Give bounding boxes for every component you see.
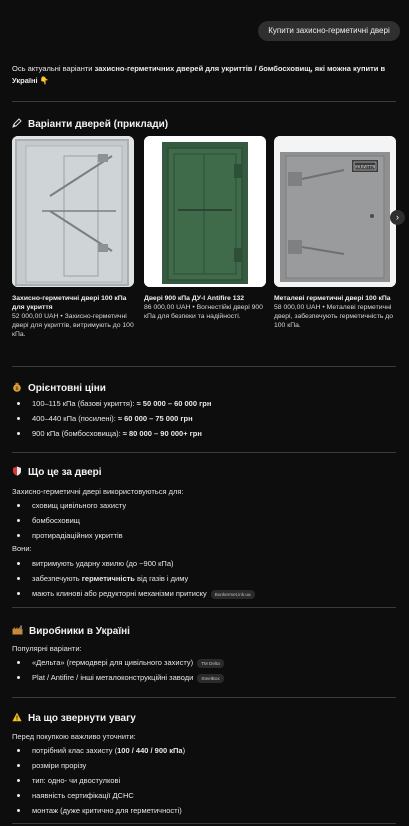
- section-title-text: Орієнтовні ціни: [28, 382, 106, 394]
- feature-text: витримують ударну хвилю (до ~900 кПа): [32, 559, 174, 568]
- list-item: [12, 556, 402, 571]
- prices-list: [12, 396, 402, 441]
- pointing-down-icon: 👇: [39, 76, 50, 85]
- feature-text: забезпечують: [32, 574, 82, 583]
- svg-text:$: $: [15, 386, 19, 392]
- uses-list: [12, 498, 402, 543]
- user-message-bubble: Купити захисно-герметичні двері: [258, 21, 400, 41]
- section-title-prices: [12, 382, 106, 394]
- door-card-title[interactable]: Захисно-герметичні двері 100 кПа для укриття: [12, 295, 127, 311]
- divider: [12, 607, 396, 608]
- attention-list: [12, 743, 402, 818]
- intro-text-bold: захисно-герметичних дверей для укриттів / бомбосховищ, які можна купити в Україні: [12, 64, 386, 85]
- list-item: розміри прорізу: [12, 758, 402, 773]
- paragraph: Вони:: [12, 544, 32, 553]
- door-card[interactable]: [12, 136, 134, 339]
- chevron-right-icon[interactable]: ›: [390, 210, 405, 225]
- divider: [12, 366, 396, 367]
- price-value: ≈ 50 000 – 60 000 грн: [136, 399, 212, 408]
- pencil-icon: [12, 118, 22, 130]
- door-label: УКРИТТЯ: [354, 165, 376, 171]
- door-image[interactable]: [274, 136, 396, 287]
- list-item: протирадіаційних укриттів: [12, 528, 402, 543]
- list-item: [12, 743, 402, 758]
- door-card[interactable]: [144, 136, 266, 321]
- section-title-text: Варіанти дверей (приклади): [28, 118, 169, 130]
- paragraph: Популярні варіанти:: [12, 644, 82, 653]
- intro-text: [12, 63, 400, 87]
- warning-icon: [12, 712, 22, 724]
- attention-bold: 100 / 440 / 900 кПа: [117, 746, 183, 755]
- source-citation-chip[interactable]: TM Delta: [197, 659, 224, 668]
- list-item: сховищ цивільного захисту: [12, 498, 402, 513]
- price-range: 100–115 кПа (базові укриття):: [32, 399, 137, 408]
- money-bag-icon: [12, 382, 22, 394]
- source-citation-chip[interactable]: SteelBox: [197, 674, 223, 683]
- section-title-what: [12, 466, 102, 478]
- list-item: [12, 411, 402, 426]
- attention-text: ): [182, 746, 186, 755]
- door-image[interactable]: [12, 136, 134, 287]
- paragraph: Захисно-герметичні двері використовуються для:: [12, 487, 184, 496]
- list-item: наявність сертифікації ДСНС: [12, 788, 402, 803]
- makers-list: [12, 655, 402, 685]
- attention-text: потрібний клас захисту (: [32, 746, 118, 755]
- list-item: [12, 426, 402, 441]
- intro-text-plain: Ось актуальні варіанти: [12, 64, 95, 73]
- list-item: тип: одно- чи двостулкові: [12, 773, 402, 788]
- section-title-variants: [12, 118, 168, 130]
- door-cards-carousel: [12, 136, 409, 356]
- section-title-text: Виробники в Україні: [29, 625, 130, 637]
- price-range: 400–440 кПа (посилені):: [32, 414, 118, 423]
- maker-text: Plat / Antifire / інші металоконструкційні заводи: [32, 673, 194, 682]
- section-title-makers: [12, 625, 130, 637]
- list-item: бомбосховищ: [12, 513, 402, 528]
- features-list: [12, 556, 402, 601]
- door-card[interactable]: [274, 136, 396, 330]
- door-card-title[interactable]: Металеві герметичні двері 100 кПа: [274, 295, 391, 302]
- door-card-title[interactable]: Двері 900 кПа ДУ-І Antifire 132: [144, 295, 245, 302]
- price-value: ≈ 60 000 – 75 000 грн: [117, 414, 193, 423]
- feature-text: від газів і диму: [134, 574, 189, 583]
- divider: [12, 697, 396, 698]
- section-title-text: На що звернути увагу: [28, 712, 136, 724]
- feature-text: мають клинові або редукторні механізми притиску: [32, 589, 207, 598]
- factory-icon: [12, 625, 23, 637]
- feature-bold: герметичність: [81, 574, 135, 583]
- price-value: ≈ 80 000 – 90 000+ грн: [122, 429, 202, 438]
- list-item: [12, 670, 402, 685]
- divider: [12, 823, 396, 824]
- paragraph: Перед покупкою важливо уточнити:: [12, 732, 136, 741]
- door-card-description: 58 000,00 UAH • Металеві герметичні двері, забезпечують герметичність до 100 кПа.: [274, 304, 393, 329]
- list-item: [12, 571, 402, 586]
- list-item: [12, 655, 402, 670]
- shield-icon: [12, 466, 22, 478]
- door-card-description: 52 000,00 UAH • Захисно-герметичні двері для укриттів, витримують до 100 кПа.: [12, 313, 134, 338]
- list-item: [12, 586, 402, 601]
- maker-text: «Дельта» (гермодвері для цивільного захисту): [32, 658, 194, 667]
- door-card-description: 86 000,00 UAH • Вогнестійкі двері 900 кПа для безпеки та надійності.: [144, 304, 263, 320]
- list-item: монтаж (дуже критично для герметичності): [12, 803, 402, 818]
- section-title-text: Що це за двері: [28, 466, 102, 478]
- divider: [12, 452, 396, 453]
- source-citation-chip[interactable]: Bunkermet.ink.ua: [211, 590, 255, 599]
- door-image[interactable]: [144, 136, 266, 287]
- list-item: [12, 396, 402, 411]
- section-title-attention: [12, 712, 136, 724]
- price-range: 900 кПа (бомбосховища):: [32, 429, 123, 438]
- divider: [12, 101, 396, 102]
